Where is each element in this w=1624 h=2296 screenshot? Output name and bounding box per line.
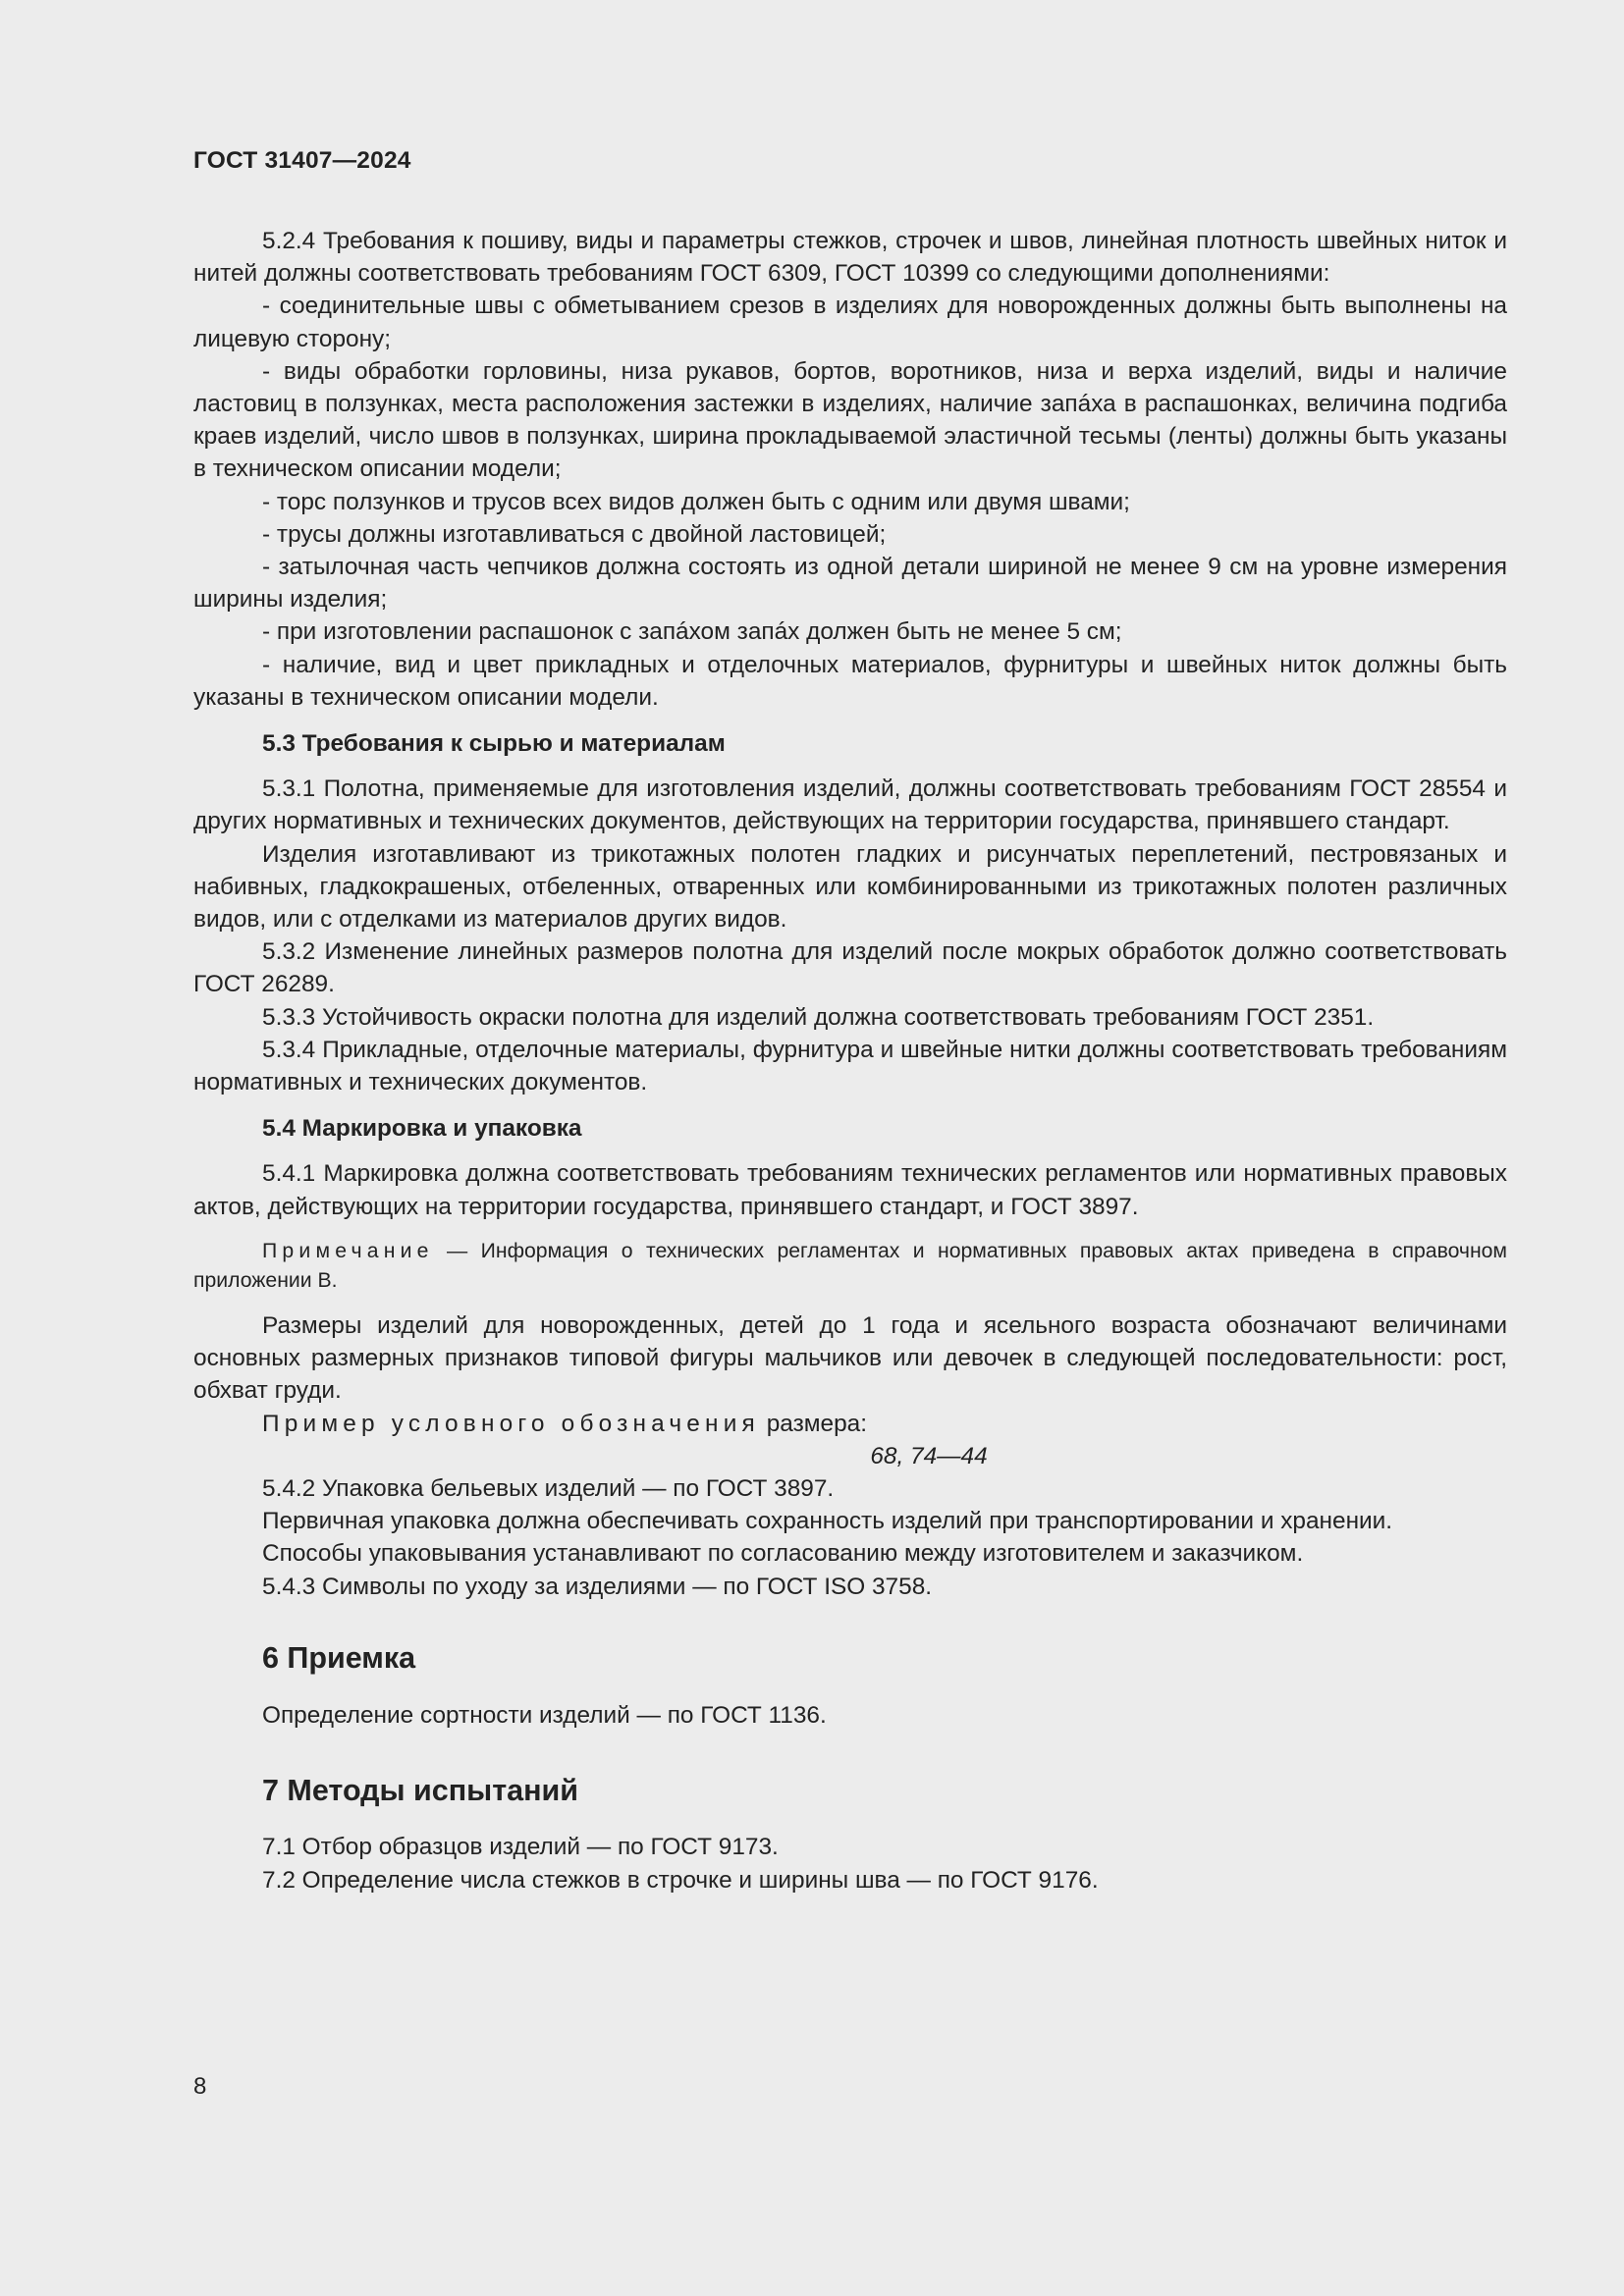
paragraph-5-4-2-primary: Первичная упаковка должна обеспечивать сохранность изделий при транспортировании и хранении.: [262, 1508, 1393, 1535]
paragraph-5-2-4: 5.2.4 Требования к пошиву, виды и параметры стежков, строчек и швов, линейная плотность швейных ниток и нитей должны соответствовать требованиям ГОСТ 6309, ГОСТ 10399 со следующими дополнениями:: [193, 228, 1507, 288]
list-item: - соединительные швы с обметыванием срезов в изделиях для новорожденных должны быть выполнены на лицевую сторону;: [193, 293, 1507, 352]
paragraph-5-4-2: 5.4.2 Упаковка бельевых изделий — по ГОСТ 3897.: [262, 1474, 835, 1502]
list-item: - наличие, вид и цвет прикладных и отделочных материалов, фурнитуры и швейных ниток должны быть указаны в техническом описании модели.: [193, 651, 1507, 711]
paragraph-5-3-2: 5.3.2 Изменение линейных размеров полотна для изделий после мокрых обработок должно соответствовать ГОСТ 26289.: [193, 938, 1507, 998]
list-item: - при изготовлении распашонок с запáхом запáх должен быть не менее 5 см;: [262, 618, 1122, 646]
paragraph-5-3-1: 5.3.1 Полотна, применяемые для изготовления изделий, должны соответствовать требованиям ГОСТ 28554 и других нормативных и технических документов, действующих на территории государства, принявшего стандарт.: [193, 775, 1507, 835]
page-number: 8: [193, 2073, 207, 2100]
note-label: Примечание: [262, 1239, 434, 1262]
paragraph-5-3-3: 5.3.3 Устойчивость окраски полотна для изделий должна соответствовать требованиям ГОСТ 2351.: [262, 1003, 1375, 1031]
list-item: - затылочная часть чепчиков должна состоять из одной детали шириной не менее 9 см на уровне измерения ширины изделия;: [193, 554, 1507, 614]
subsection-title-5-4: 5.4 Маркировка и упаковка: [262, 1115, 582, 1143]
paragraph-sizes: Размеры изделий для новорожденных, детей до 1 года и ясельного возраста обозначают величинами основных размерных признаков типовой фигуры мальчиков или девочек в следующей последовательности: рост, обхват груди.: [193, 1311, 1507, 1405]
example: [193, 1408, 1507, 1440]
example-label: Пример условного обозначения: [262, 1410, 760, 1437]
subsection-title-5-3: 5.3 Требования к сырью и материалам: [262, 730, 726, 758]
list-item: - виды обработки горловины, низа рукавов, бортов, воротников, низа и верха изделий, виды и наличие ластовиц в ползунках, места расположения застежки в изделиях, наличие запáха в распашонках, величина подгиба краев изделий, число швов в ползунках, ширина прокладываемой эластичной тесьмы (ленты) должны быть указаны в техническом описании модели;: [193, 357, 1507, 483]
paragraph-5-3-4: 5.3.4 Прикладные, отделочные материалы, фурнитура и швейные нитки должны соответствовать требованиям нормативных и технических документов.: [193, 1036, 1507, 1096]
paragraph-5-4-3: 5.4.3 Символы по уходу за изделиями — по ГОСТ ISO 3758.: [262, 1573, 933, 1600]
paragraph-7-1: 7.1 Отбор образцов изделий — по ГОСТ 9173.: [262, 1834, 779, 1861]
paragraph-5-4-2-methods: Способы упаковывания устанавливают по согласованию между изготовителем и заказчиком.: [262, 1540, 1304, 1568]
paragraph-7-2: 7.2 Определение числа стежков в строчке и ширины шва — по ГОСТ 9176.: [262, 1866, 1099, 1894]
section-title-7: 7 Методы испытаний: [262, 1774, 579, 1808]
document-body: [193, 225, 1507, 1896]
example-text: размера:: [759, 1410, 868, 1437]
note-text: — Информация о технических регламентах и нормативных правовых актах приведена в справочном приложении В.: [193, 1239, 1507, 1292]
example-formula: 68, 74—44: [870, 1442, 988, 1469]
paragraph-5-4-1: 5.4.1 Маркировка должна соответствовать требованиям технических регламентов или нормативных правовых актов, действующих на территории государства, принявшего стандарт, и ГОСТ 3897.: [193, 1160, 1507, 1220]
note: [193, 1237, 1507, 1296]
paragraph-5-3-1-materials: Изделия изготавливают из трикотажных полотен гладких и рисунчатых переплетений, пестровязаных и набивных, гладкокрашеных, отбеленных, отваренных или комбинированными из трикотажных полотен различных видов, или с отделками из материалов других видов.: [193, 840, 1507, 934]
document-page: [193, 0, 1507, 2296]
section-title-6: 6 Приемка: [262, 1640, 416, 1675]
document-header: ГОСТ 31407—2024: [193, 147, 411, 174]
list-item: - трусы должны изготавливаться с двойной ластовицей;: [262, 520, 887, 548]
list-item: - торс ползунков и трусов всех видов должен быть с одним или двумя швами;: [262, 488, 1130, 515]
paragraph-6: Определение сортности изделий — по ГОСТ 1136.: [262, 1701, 827, 1729]
